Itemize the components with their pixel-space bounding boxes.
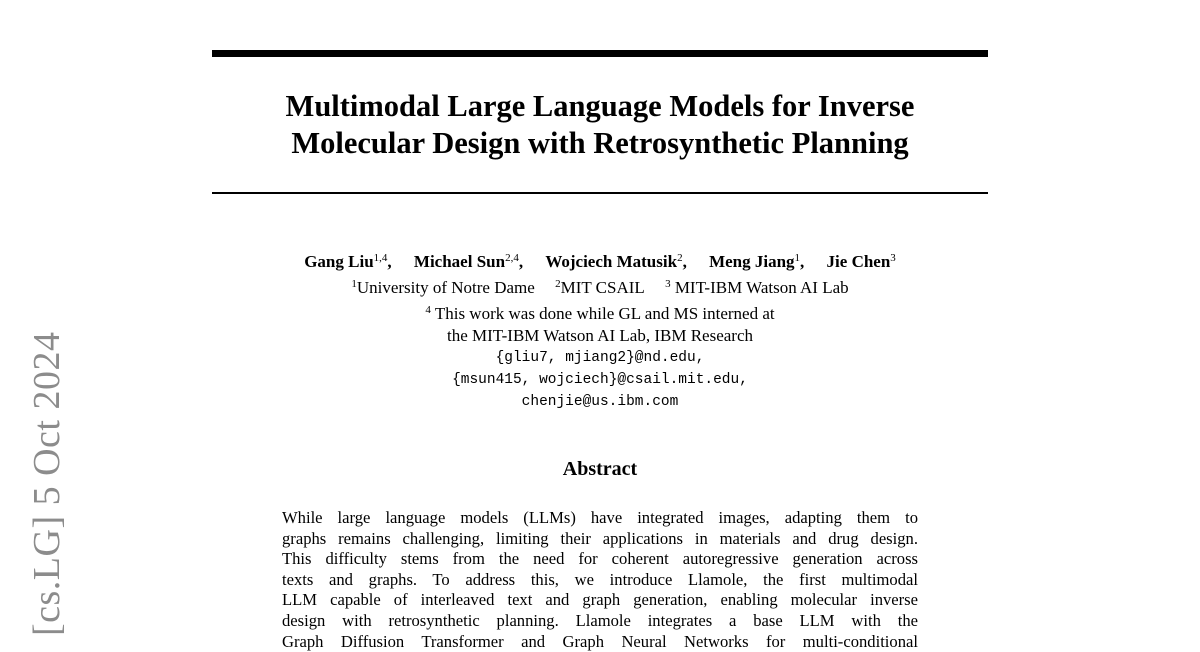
internship-note-line-2: the MIT-IBM Watson AI Lab, IBM Research [447,326,753,345]
paper-title-line-2: Molecular Design with Retrosynthetic Planning [291,126,909,160]
title-top-rule [212,50,988,57]
author-wojciech-matusik: Wojciech Matusik$^2$, [545,252,687,271]
email-nd: {gliu7, mjiang2}@nd.edu, [495,350,705,366]
abstract-line: design with retrosynthetic planning. Llamole integrates a base LLM with the [282,610,918,630]
author-jie-chen: Jie Chen$^3$ [826,252,896,271]
affiliation-mit-ibm: $^3$ MIT-IBM Watson AI Lab [665,278,849,297]
abstract-line: texts and graphs. To address this, we introduce Llamole, the first multimodal [282,569,918,589]
paper-title [212,88,988,162]
affiliation-list [212,273,988,299]
author-list [212,247,988,273]
email-ibm: chenjie@us.ibm.com [521,394,679,410]
abstract-line: graphs remains challenging, limiting their applications in materials and drug design. [282,528,918,548]
paper-title-line-1: Multimodal Large Language Models for Inverse [285,89,915,123]
internship-note-line-1: $^4$ This work was done while GL and MS interned at [425,304,775,323]
abstract-line: This difficulty stems from the need for coherent autoregressive generation across [282,549,918,569]
abstract-body [282,508,918,652]
abstract-line: While large language models (LLMs) have integrated images, adapting them to [282,508,918,527]
arxiv-side-stamp: [cs.LG] 5 Oct 2024 [26,331,68,636]
affiliation-notre-dame: $^1$University of Notre Dame [351,278,535,297]
author-gang-liu: Gang Liu$^{1,4}$, [304,252,392,271]
abstract-heading: Abstract [562,458,638,480]
abstract-line: Graph Diffusion Transformer and Graph Neural Networks for multi-conditional [282,631,918,651]
author-meng-jiang: Meng Jiang$^1$, [709,252,805,271]
abstract-line: LLM capable of interleaved text and graph generation, enabling molecular inverse [282,590,918,610]
title-bottom-rule [212,192,988,194]
email-mit: {msun415, wojciech}@csail.mit.edu, [452,372,748,388]
author-michael-sun: Michael Sun$^{2,4}$, [413,252,524,271]
author-block [212,247,988,413]
affiliation-mit-csail: $^2$MIT CSAIL [555,278,645,297]
